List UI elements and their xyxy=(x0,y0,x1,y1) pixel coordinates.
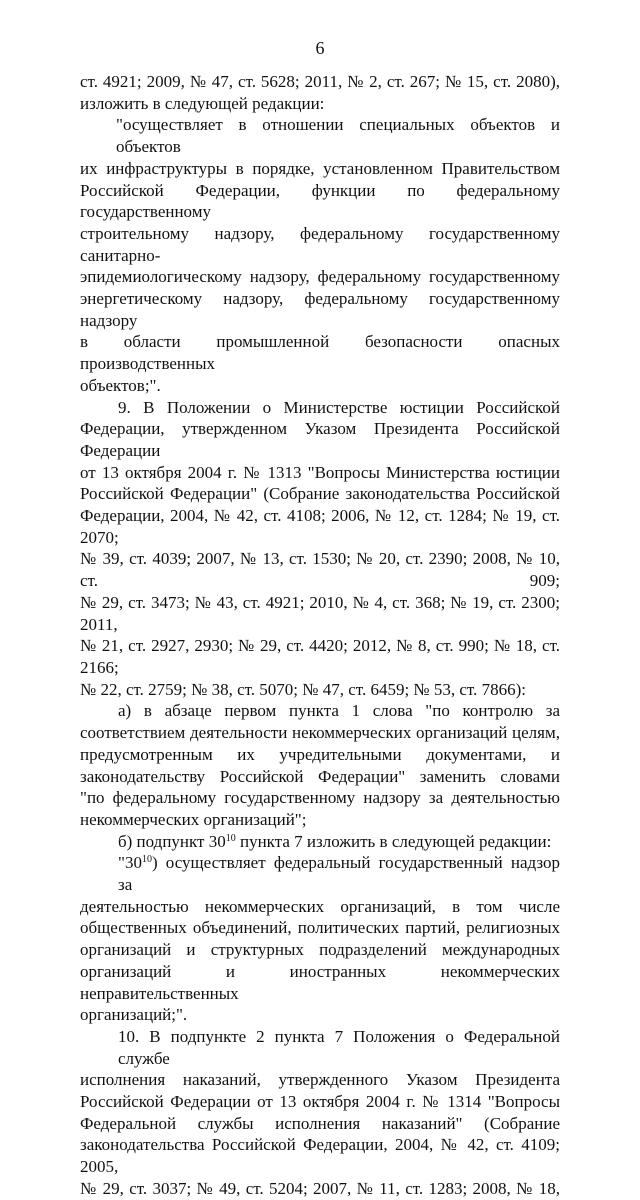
text-line: № 29, ст. 3037; № 49, ст. 5204; 2007, № 11, ст. 1283; 2008, № 18, xyxy=(80,1178,560,1198)
text-line: изложить в следующей редакции: xyxy=(80,93,325,113)
text-line: "по федеральному государственному надзору за деятельностью xyxy=(80,788,560,808)
text-line: Федерации, 2004, № 42, ст. 4108; 2006, № 12, ст. 1284; № 19, ст. 2070; xyxy=(80,506,560,547)
text-line: Федеральной службы исполнения наказаний" (Собрание xyxy=(80,1113,560,1133)
text-line: организаций;". xyxy=(80,1005,188,1025)
text-line: Российской Федерации от 13 октября 2004 г. № 1314 "Вопросы xyxy=(80,1092,560,1112)
page-number: 6 xyxy=(315,38,325,58)
text-line: законодательства Российской Федерации, 2004, № 42, ст. 4109; 2005, xyxy=(80,1135,560,1177)
quote-line: их инфраструктуры в порядке, установленном Правительством xyxy=(80,158,560,178)
paragraph-10-heading: 10. В подпункте 2 пункта 7 Положения о Федеральной службе xyxy=(118,1026,560,1068)
text-fragment: ) осуществляет федеральный государственный надзор за xyxy=(118,853,560,895)
subparagraph-a: а) в абзаце первом пункта 1 слова "по контролю за xyxy=(118,701,560,721)
quote-line: объектов;". xyxy=(80,375,161,395)
quote-line: Российской Федерации, функции по федеральному государственному xyxy=(80,180,560,222)
text-line: № 21, ст. 2927, 2930; № 29, ст. 4420; 2012, № 8, ст. 990; № 18, ст. 2166; xyxy=(80,636,560,677)
quote-30-10-line xyxy=(80,852,560,895)
text-line: исполнения наказаний, утвержденного Указом Президента xyxy=(80,1070,560,1090)
text-line: Российской Федерации" (Собрание законодательства Российской xyxy=(80,484,560,504)
subparagraph-b xyxy=(80,831,560,853)
text-fragment: б) подпункт 30 xyxy=(118,831,226,851)
text-line: некоммерческих организаций"; xyxy=(80,809,307,829)
text-line: соответствием деятельности некоммерческих организаций целям, xyxy=(80,723,560,743)
text-line: № 39, ст. 4039; 2007, № 13, ст. 1530; № 20, ст. 2390; 2008, № 10, ст. 909; xyxy=(80,549,560,591)
quote-line: эпидемиологическому надзору, федеральному государственному xyxy=(80,267,560,287)
quote-line: энергетическому надзору, федеральному государственному надзору xyxy=(80,289,560,330)
text-line: Федерации, утвержденном Указом Президента Российской Федерации xyxy=(80,419,560,460)
text-line: деятельностью некоммерческих организаций, в том числе xyxy=(80,896,560,916)
document-body xyxy=(80,71,560,1200)
text-line: общественных объединений, политических партий, религиозных xyxy=(80,918,560,938)
text-line: ст. 4921; 2009, № 47, ст. 5628; 2011, № 2, ст. 267; № 15, ст. 2080), xyxy=(80,72,560,91)
quote-line: "осуществляет в отношении специальных объектов и объектов xyxy=(116,115,560,157)
text-line: № 22, ст. 2759; № 38, ст. 5070; № 47, ст. 6459; № 53, ст. 7866): xyxy=(80,679,526,699)
paragraph-9-heading: 9. В Положении о Министерстве юстиции Российской xyxy=(118,397,560,417)
text-line: законодательству Российской Федерации" заменить словами xyxy=(80,766,560,786)
text-line: организаций и иностранных некоммерческих неправительственных xyxy=(80,961,560,1003)
quote-line: строительному надзору, федеральному государственному санитарно- xyxy=(80,223,560,265)
text-line: организаций и структурных подразделений международных xyxy=(80,940,560,960)
text-line: № 29, ст. 3473; № 43, ст. 4921; 2010, № 4, ст. 368; № 19, ст. 2300; 2011, xyxy=(80,592,560,634)
quote-line: в области промышленной безопасности опасных производственных xyxy=(80,332,560,374)
text-fragment: "30 xyxy=(118,853,142,873)
text-line: предусмотренным их учредительными документами, и xyxy=(80,744,560,764)
text-fragment: пункта 7 изложить в следующей редакции: xyxy=(235,831,552,851)
text-line: от 13 октября 2004 г. № 1313 "Вопросы Министерства юстиции xyxy=(80,462,560,482)
superscript: 10 xyxy=(225,832,236,844)
superscript: 10 xyxy=(141,854,152,866)
